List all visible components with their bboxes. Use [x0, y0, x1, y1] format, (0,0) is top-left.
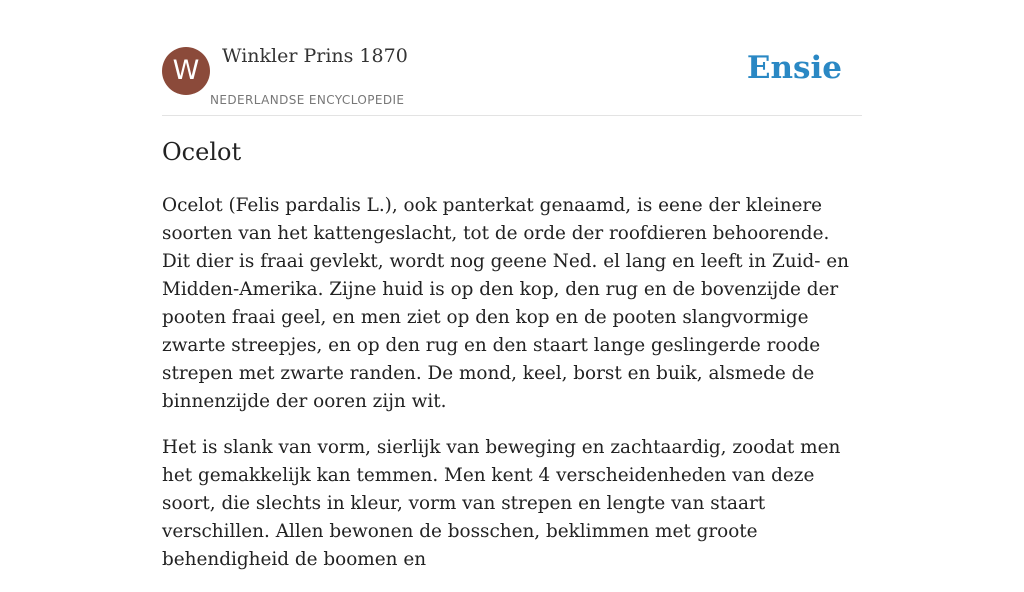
source-avatar[interactable]: W: [162, 47, 210, 95]
article-paragraph: Ocelot (Felis pardalis L.), ook panterkat genaamd, is eene der kleinere soorten van het kattengeslacht, tot de orde der roofdieren behoorende. Dit dier is fraai gevlekt, wordt nog geene Ned. el lang en leeft in Zuid- en Midden-Amerika. Zijne huid is op den kop, den rug en de bovenzijde der pooten fraai geel, en men ziet op den kop en de pooten slangvormige zwarte streepjes, en op den rug en den staart lange geslingerde roode strepen met zwarte randen. De mond, keel, borst en buik, alsmede de binnenzijde der ooren zijn wit.: [162, 195, 850, 412]
brand-logo-link[interactable]: Ensie: [746, 50, 842, 86]
source-subtitle: NEDERLANDSE ENCYCLOPEDIE: [210, 93, 405, 107]
header-divider: [162, 115, 862, 116]
article-paragraph: Het is slank van vorm, sierlijk van beweging en zachtaardig, zoodat men het gemakkelijk kan temmen. Men kent 4 verscheidenheden van deze soort, die slechts in kleur, vorm van strepen en lengte van staart verschillen. Allen bewonen de bosschen, beklimmen met groote behendigheid de boomen en: [162, 437, 841, 570]
article-body: [162, 192, 862, 592]
article-title: Ocelot: [162, 138, 242, 166]
source-title[interactable]: Winkler Prins 1870: [222, 45, 408, 67]
